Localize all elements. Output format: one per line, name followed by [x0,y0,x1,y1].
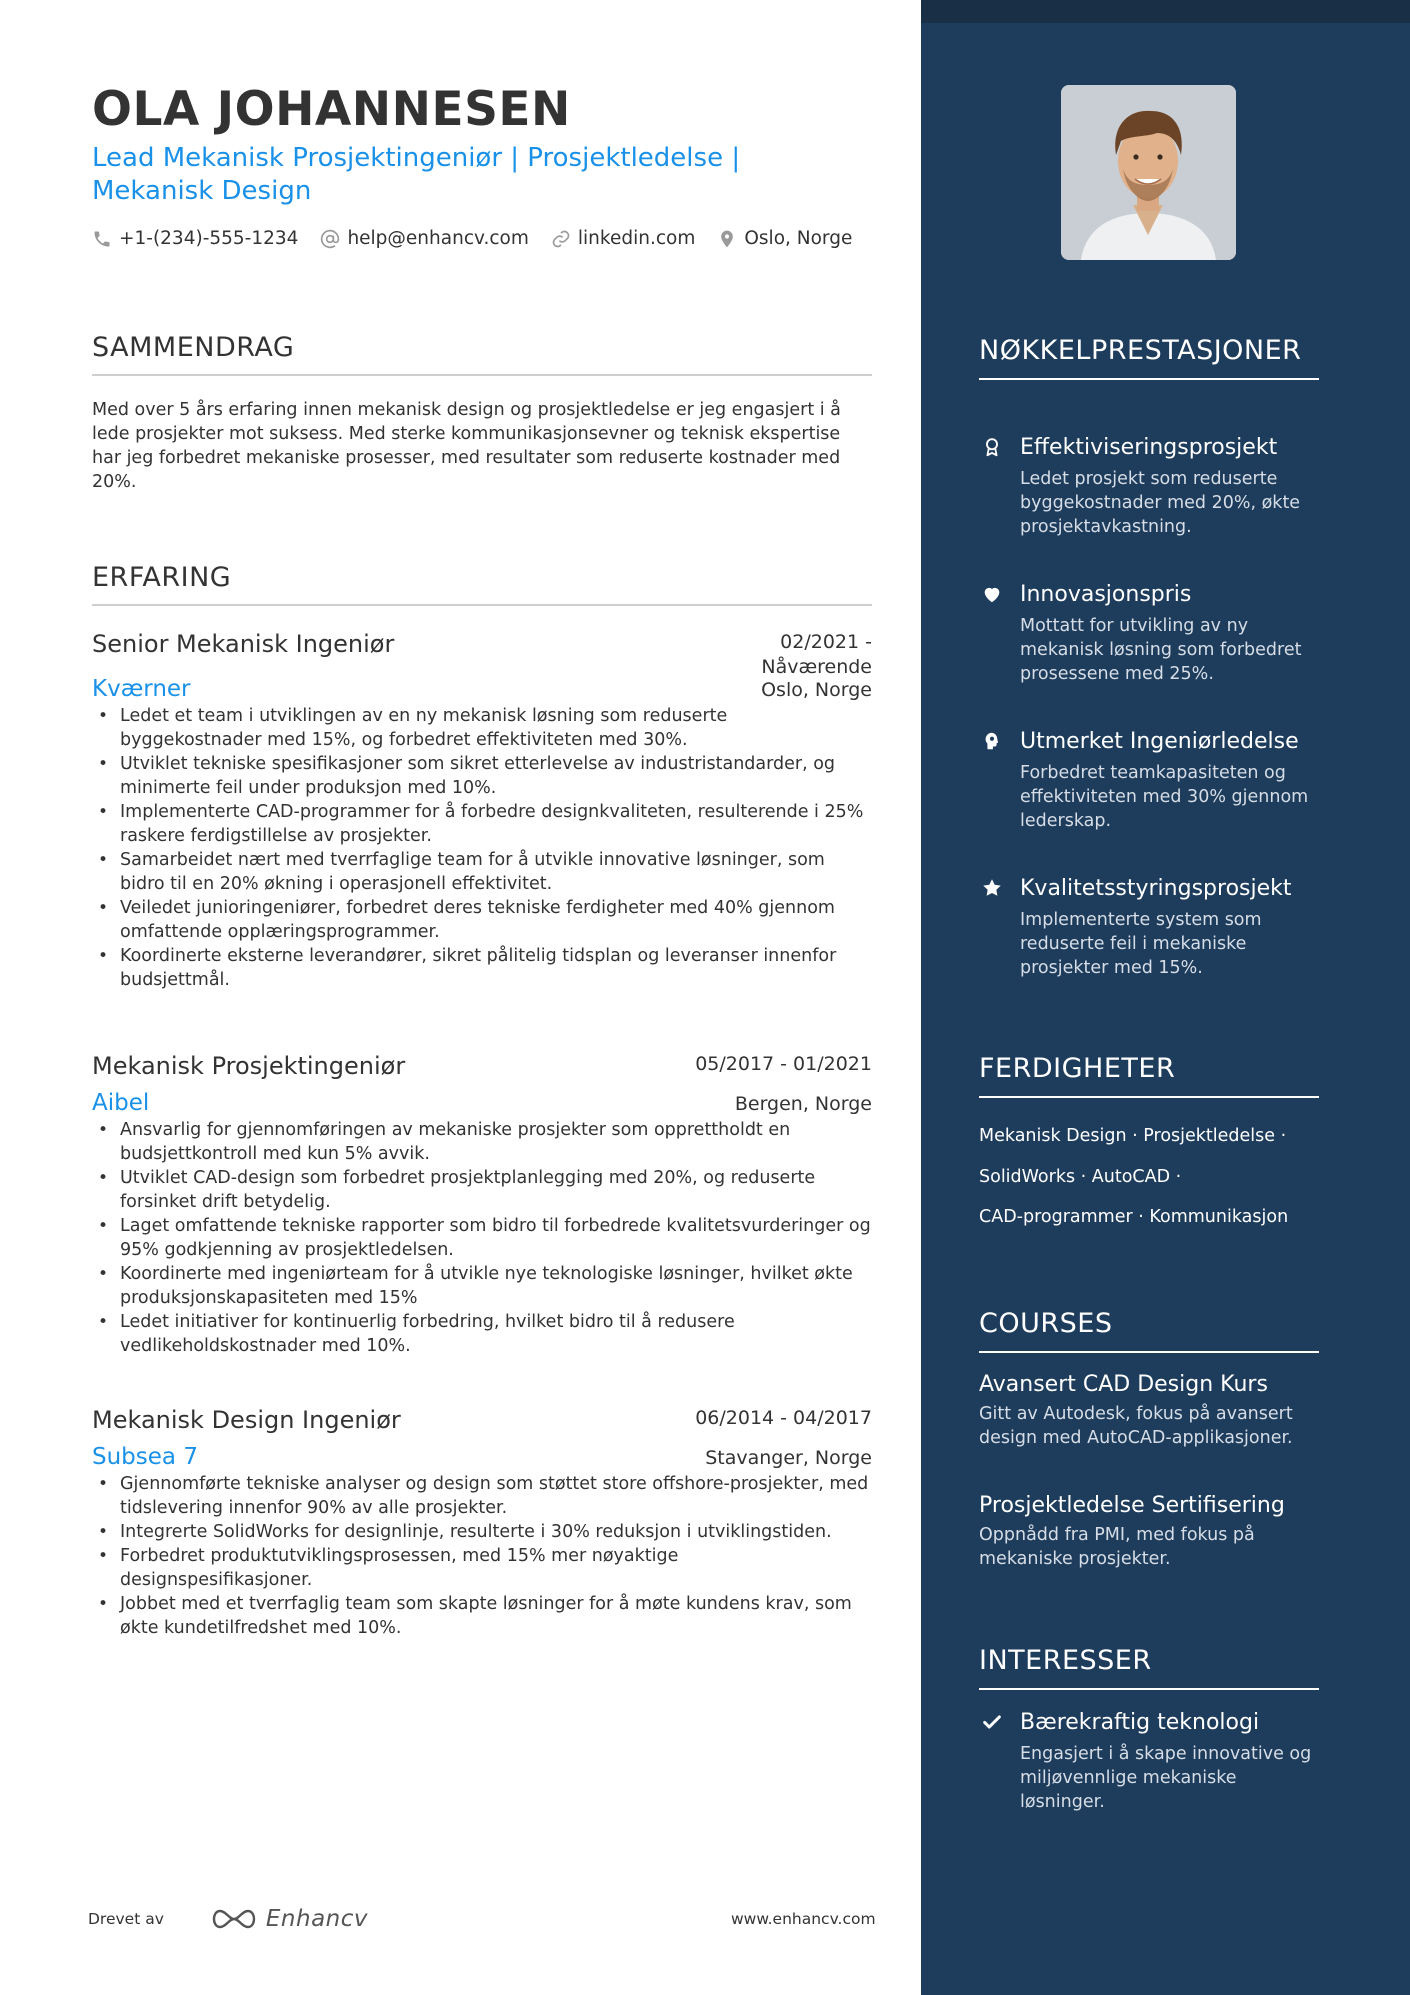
achievement-title: Utmerket Ingeniørledelse [1020,728,1299,754]
list-item: • Koordinerte eksterne leverandører, sikret pålitelig tidsplan og leveranser innenfor budsjettmål. [92,944,872,992]
star-icon [979,875,1005,901]
interests-title: INTERESSER [979,1645,1152,1676]
course-desc: Gitt av Autodesk, fokus på avansert design med AutoCAD-applikasjoner. [979,1404,1293,1448]
job-bullets [92,1118,872,1358]
list-item: • Gjennomførte tekniske analyser og design som støttet store offshore-prosjekter, med tidslevering innenfor 90% av alle prosjekter. [92,1472,872,1520]
job-entry [92,630,872,992]
job-dates: 02/2021 - Nåværende [761,631,872,678]
achievement-desc: Ledet prosjekt som reduserte byggekostnader med 20%, økte prosjektavkastning. [1020,469,1301,537]
sidebar [921,0,1410,1995]
achievement-title: Kvalitetsstyringsprosjekt [1020,875,1292,901]
contact-phone[interactable] [92,228,298,249]
job-dates: 05/2017 - 01/2021 [695,1053,872,1075]
achievement-desc: Forbedret teamkapasiteten og effektiviteten med 30% gjennom lederskap. [1020,763,1309,831]
list-item: • Ansvarlig for gjennomføringen av mekaniske prosjekter som opprettholdt en budsjettkontroll med kun 5% avvik. [92,1118,872,1166]
list-item: • Jobbet med et tverrfaglig team som skapte løsninger for å møte kundens krav, som økte kundetilfredshet med 10%. [92,1592,872,1640]
course-item [979,1493,1319,1571]
achievement-desc: Implementerte system som reduserte feil i mekaniske prosjekter med 15%. [1020,910,1262,978]
email-text: help@enhancv.com [347,228,529,249]
sidebar-top-band [921,0,1410,23]
interest-item [979,1709,1319,1814]
phone-text: +1-(234)-555-1234 [119,228,299,249]
achievement-title: Innovasjonspris [1020,581,1192,607]
list-item: • Veiledet junioringeniører, forbedret deres tekniske ferdigheter med 40% gjennom omfattende opplæringsprogrammer. [92,896,872,944]
linkedin-text: linkedin.com [577,228,696,249]
summary-section [92,332,872,494]
list-item: • Utviklet tekniske spesifikasjoner som sikret etterlevelse av industristandarder, og minimerte feil under produksjon med 10%. [92,752,872,800]
summary-title: SAMMENDRAG [92,332,295,363]
skill-line: Mekanisk Design · Prosjektledelse · [979,1126,1287,1146]
brain-icon [979,728,1005,754]
contact-bar [92,228,874,249]
section-divider [979,378,1319,380]
achievement-title: Effektiviseringsprosjekt [1020,434,1278,460]
list-item: • Ledet initiativer for kontinuerlig forbedring, hvilket bidro til å redusere vedlikeholdskostnader med 10%. [92,1310,872,1358]
phone-icon [92,229,112,249]
list-item: • Samarbeidet nært med tverrfaglige team for å utvikle innovative løsninger, som bidro til en 20% økning i operasjonell effektivitet. [92,848,872,896]
job-title: Mekanisk Prosjektingeniør [92,1052,406,1080]
interests-section [979,1643,1319,1812]
check-icon [979,1709,1005,1735]
powered-by-label: Drevet av [88,1910,164,1928]
profile-photo [1061,85,1236,260]
courses-title: COURSES [979,1308,1113,1339]
section-divider [979,1351,1319,1353]
achievement-item [979,875,1319,980]
award-icon [979,434,1005,460]
list-item: • Laget omfattende tekniske rapporter som bidro til forbedrede kvalitetsvurderinger og 95% godkjenning av prosjektledelsen. [92,1214,872,1262]
achievement-item [979,728,1319,833]
achievement-desc: Mottatt for utvikling av ny mekanisk løsning som forbedret prosessene med 25%. [1020,616,1302,684]
link-icon [551,229,571,249]
brand-name: Enhancv [265,1906,369,1932]
section-divider [92,374,872,376]
achievements-title: NØKKELPRESTASJONER [979,335,1302,366]
avatar-illustration [1061,85,1236,260]
location-icon [717,229,737,249]
contact-linkedin[interactable] [551,228,695,249]
company-name: Subsea 7 [92,1444,198,1470]
list-item: • Utviklet CAD-design som forbedret prosjektplanlegging med 20%, og reduserte forsinket drift betydelig. [92,1166,872,1214]
course-title: Prosjektledelse Sertifisering [979,1493,1285,1518]
contact-email[interactable] [320,228,528,249]
candidate-name: OLA JOHANNESEN [92,82,571,137]
achievement-item [979,434,1319,539]
contact-location [717,228,852,249]
list-item: • Integrerte SolidWorks for designlinje, resulterte i 30% reduksjon i utviklingstiden. [92,1520,872,1544]
list-item: • Forbedret produktutviklingsprosessen, med 15% mer nøyaktige designspesifikasjoner. [92,1544,872,1592]
course-desc: Oppnådd fra PMI, med fokus på mekaniske prosjekter. [979,1525,1255,1569]
courses-section [979,1306,1319,1569]
section-divider [979,1688,1319,1690]
job-bullets [92,704,872,992]
company-name: Kværner [92,676,191,702]
achievement-item [979,581,1319,686]
list-item: • Koordinerte med ingeniørteam for å utvikle nye teknologiske løsninger, hvilket økte produksjonskapasiteten med 15% [92,1262,872,1310]
skills-list [979,1116,1319,1238]
skills-section [979,1051,1319,1238]
location-text: Oslo, Norge [744,228,853,249]
interest-desc: Engasjert i å skape innovative og miljøvennlige mekaniske løsninger. [1020,1744,1312,1812]
achievements-section [979,333,1319,978]
course-title: Avansert CAD Design Kurs [979,1372,1268,1397]
headline: Lead Mekanisk Prosjektingeniør | Prosjektledelse | Mekanisk Design [92,143,741,206]
at-icon [320,229,340,249]
job-entry [92,1052,872,1358]
skill-line: CAD-programmer · Kommunikasjon [979,1207,1289,1227]
summary-text: Med over 5 års erfaring innen mekanisk design og prosjektledelse er jeg engasjert i å lede prosjekter mot suksess. Med sterke kommunikasjonsevner og teknisk ekspertise har jeg forbedret mekaniske prosesser, med resultater som reduserte kostnader med 20%. [92,400,841,492]
footer-branding [88,1906,368,1932]
job-location: Oslo, Norge [761,679,872,701]
job-dates: 06/2014 - 04/2017 [695,1407,872,1429]
job-location: Bergen, Norge [734,1093,872,1115]
footer-url[interactable]: www.enhancv.com [731,1910,876,1928]
job-entry [92,1406,872,1640]
company-name: Aibel [92,1090,150,1116]
experience-section [92,562,872,1638]
list-item: • Ledet et team i utviklingen av en ny mekanisk løsning som reduserte byggekostnader med 15%, og forbedret effektiviteten med 30%. [92,704,872,752]
list-item: • Implementerte CAD-programmer for å forbedre designkvaliteten, resulterende i 25% raskere ferdigstillelse av prosjekter. [92,800,872,848]
course-item [979,1372,1319,1450]
experience-title: ERFARING [92,562,232,593]
heart-icon [979,581,1005,607]
interest-title: Bærekraftig teknologi [1020,1709,1260,1735]
enhancv-logo-icon [210,1906,258,1932]
job-bullets [92,1472,872,1640]
job-location: Stavanger, Norge [705,1447,872,1469]
skill-line: SolidWorks · AutoCAD · [979,1166,1182,1187]
job-title: Senior Mekanisk Ingeniør [92,630,395,658]
section-divider [979,1096,1319,1098]
skills-title: FERDIGHETER [979,1053,1176,1084]
enhancv-logo[interactable] [210,1906,368,1932]
section-divider [92,604,872,606]
job-title: Mekanisk Design Ingeniør [92,1406,401,1434]
